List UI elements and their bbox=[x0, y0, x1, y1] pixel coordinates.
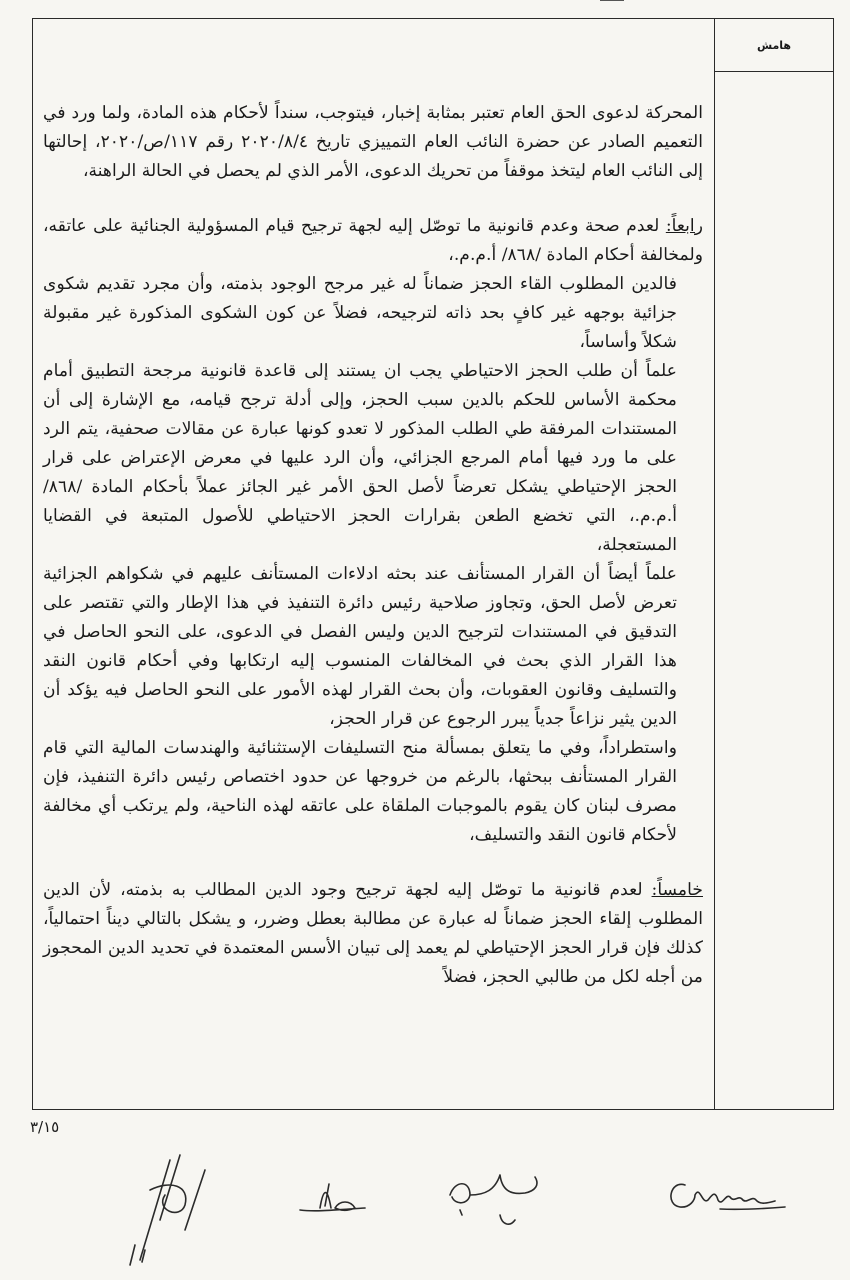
signature-3 bbox=[440, 1155, 550, 1235]
paragraph: واستطراداً، وفي ما يتعلق بمسألة منح التسليفات الإستثنائية والهندسات المالية التي قام القرار المستأنف ببحثها، بالرغم من خروجها عن حدود اختصاص رئيس دائرة التنفيذ، فإن مصرف لبنان كان يقوم بالموجبات الملقاة على عاتقه لهذه الناحية، ولم يرتكب أي مخالفة لأحكام قانون النقد والتسليف، bbox=[43, 738, 677, 845]
paragraph-fifth bbox=[43, 876, 703, 992]
paragraph: علماً أن طلب الحجز الاحتياطي يجب ان يستند إلى قاعدة قانونية مرجحة التطبيق أمام محكمة الأساس للحكم بالدين سبب الحجز، وإلى أدلة ترجح قيامه، مع الإشارة إلى أن المستندات المرفقة طي الطلب المذكور لا تعدو كونها عبارة عن مقالات صحفية، يتم الرد على ما ورد فيها أمام المرجع الجزائي، وأن الرد عليها في معرض الإعتراض على قرار الحجز الإحتياطي يشكل تعرضاً لأصل الحق الأمر غير الجائز عملاً بأحكام المادة /٨٦٨/ أ.م.م.، التي تخضع الطعن بقرارات الحجز الاحتياطي للأصول المتبعة في القضايا المستعجلة، bbox=[43, 361, 677, 555]
section-label-fourth: رابعاً: bbox=[665, 216, 703, 236]
page-number: ٣/١٥ bbox=[30, 1118, 60, 1136]
paragraph: فالدين المطلوب القاء الحجز ضماناً له غير مرجح الوجود بذمته، وأن مجرد تقديم شكوى جزائية بوجهه غير كافٍ بحد ذاته لترجيحه، فضلاً عن كون الشكوى المذكورة غير مقبولة شكلاً وأساساً، bbox=[43, 274, 677, 352]
margin-header: هامش bbox=[715, 19, 833, 72]
paragraph-fourth-text: لعدم صحة وعدم قانونية ما توصّل إليه لجهة ترجيح قيام المسؤولية الجنائية على عاتقه، ولمخالفة أحكام المادة /٨٦٨/ أ.م.م.، bbox=[43, 216, 703, 265]
top-edge-mark bbox=[600, 0, 624, 5]
document-body bbox=[43, 99, 703, 992]
paragraph-continuation: المحركة لدعوى الحق العام تعتبر بمثابة إخبار، فيتوجب، سنداً لأحكام هذه المادة، ولما ورد في التعميم الصادر عن حضرة النائب العام التمييزي تاريخ ٢٠٢٠/٨/٤ رقم ١١٧/ص/٢٠٢٠، إحالتها إلى النائب العام ليتخذ موقفاً من تحريك الدعوى، الأمر الذي لم يحصل في الحالة الراهنة، bbox=[43, 103, 703, 181]
signature-1 bbox=[110, 1150, 230, 1270]
signature-2 bbox=[295, 1170, 375, 1220]
paragraph: علماً أيضاً أن القرار المستأنف عند بحثه ادلاءات المستأنف عليهم في شكواهم الجزائية تعرض لأصل الحق، وتجاوز صلاحية رئيس دائرة التنفيذ في هذا الإطار والتي تقتصر على التدقيق في المستندات لترجيح الدين وليس الفصل في الدعوى، على النحو الحاصل في هذا القرار الذي بحث في المخالفات المنسوب إليه ارتكابها وفي أحكام قانون النقد والتسليف وقانون العقوبات، وأن بحث القرار لهذه الأمور على النحو الحاصل فيه يؤكد أن الدين يثير نزاعاً جدياً يبرر الرجوع عن قرار الحجز، bbox=[43, 564, 677, 729]
paragraph-fifth-text: لعدم قانونية ما توصّل إليه لجهة ترجيح وجود الدين المطالب به بذمته، لأن الدين المطلوب إلقاء الحجز ضماناً له عبارة عن مطالبة بعطل وضرر، و يشكل بالتالي ديناً احتمالياً، كذلك فإن قرار الحجز الإحتياطي لم يعمد إلى تبيان الأسس المعتمدة في تحديد الدين المحجوز من أجله لكل من طالبي الحجز، فضلاً bbox=[43, 880, 703, 987]
signatures-area bbox=[0, 1140, 850, 1270]
margin-column bbox=[714, 19, 833, 1109]
signature-4 bbox=[660, 1165, 790, 1225]
document-page-frame bbox=[32, 18, 834, 1110]
section-label-fifth: خامساً: bbox=[651, 880, 703, 900]
paragraph-fourth bbox=[43, 212, 703, 270]
